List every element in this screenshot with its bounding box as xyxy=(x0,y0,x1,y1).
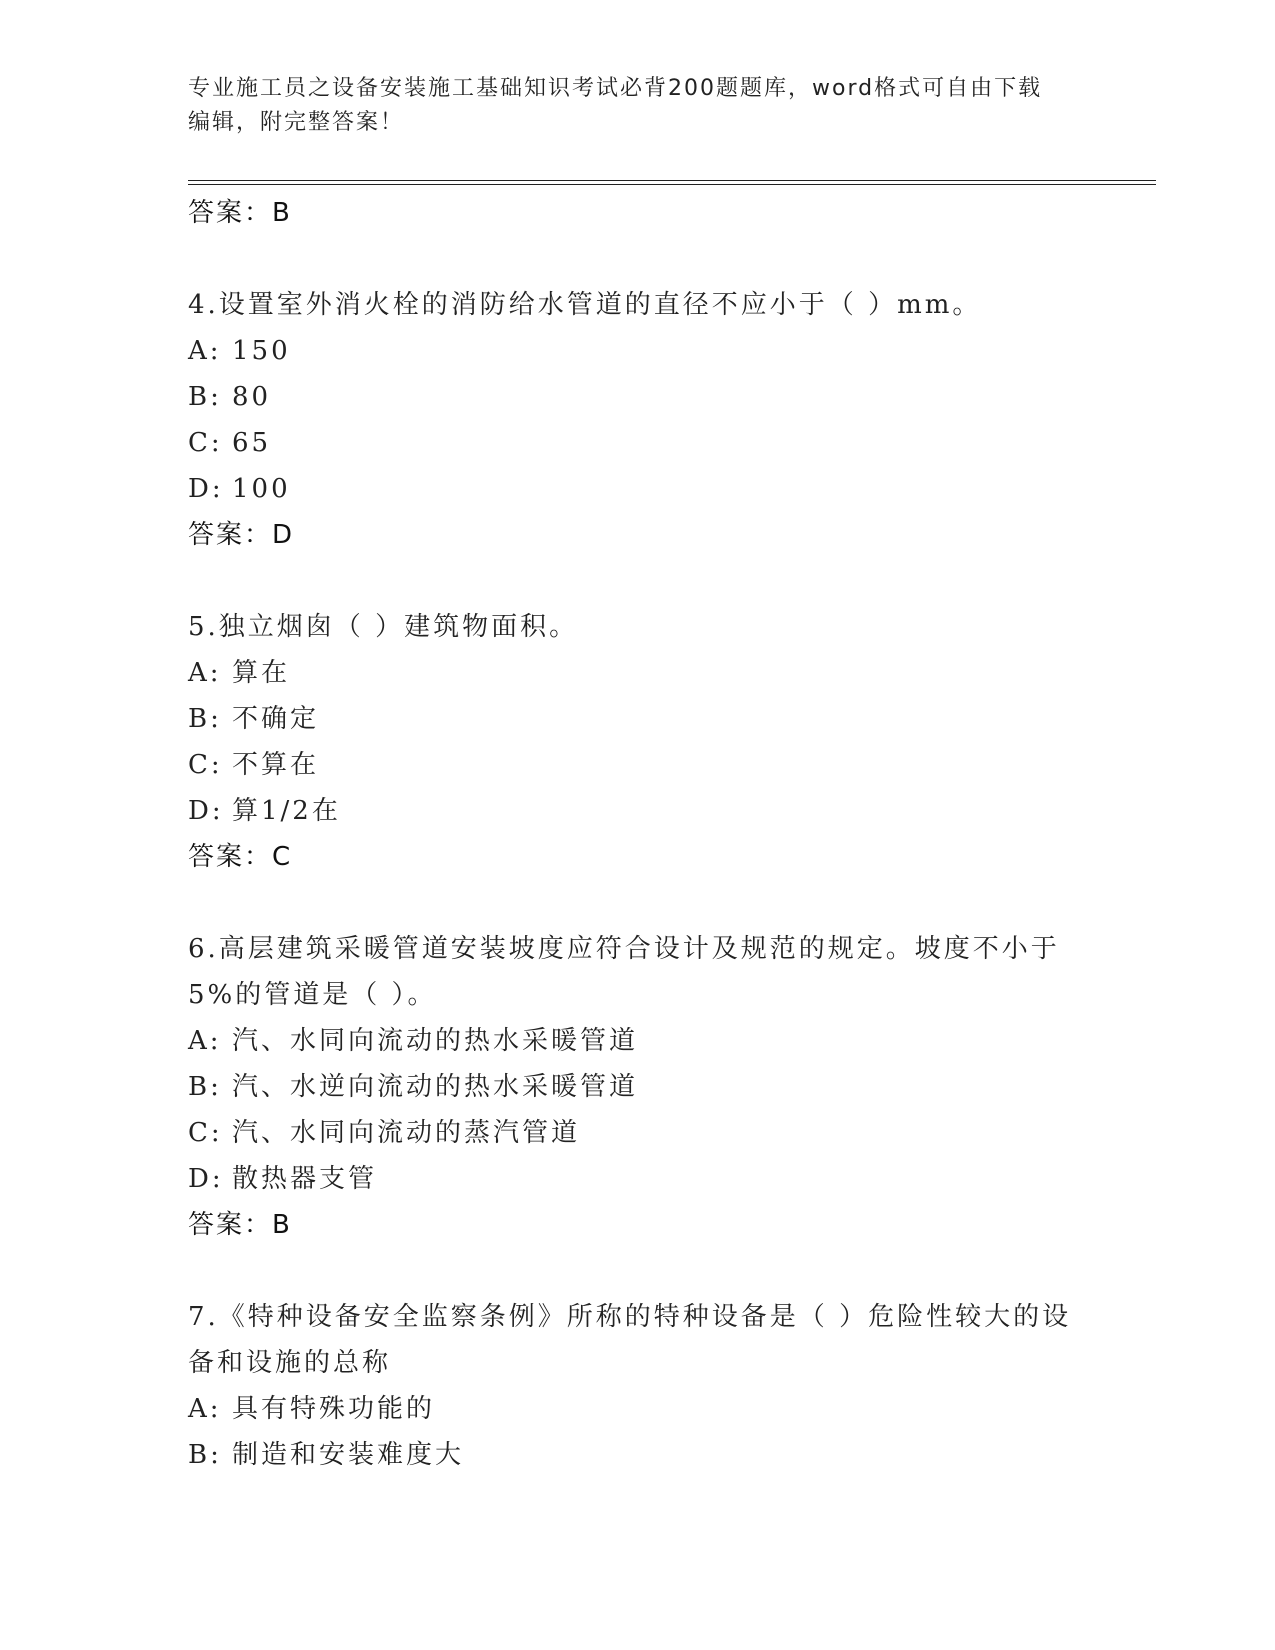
document-header xyxy=(188,72,1088,140)
option-b: B: 汽、水逆向流动的热水采暖管道 xyxy=(188,1072,639,1102)
question-text: 5.独立烟囱（ ）建筑物面积。 xyxy=(188,612,579,642)
question-block xyxy=(188,604,1088,880)
option-a: A: 算在 xyxy=(188,658,291,688)
previous-answer: 答案：B xyxy=(188,198,292,228)
option-a: A: 汽、水同向流动的热水采暖管道 xyxy=(188,1026,639,1056)
option-d: D: 散热器支管 xyxy=(188,1164,378,1194)
spacer xyxy=(188,1248,1088,1294)
spacer xyxy=(188,558,1088,604)
option-b: B: 制造和安装难度大 xyxy=(188,1440,465,1470)
option-b: B: 不确定 xyxy=(188,704,320,734)
option-c: C: 不算在 xyxy=(188,750,320,780)
answer: 答案：C xyxy=(188,842,293,872)
question-block xyxy=(188,926,1088,1248)
question-block xyxy=(188,1294,1088,1478)
option-d: D: 100 xyxy=(188,474,291,504)
document-body xyxy=(188,190,1088,1478)
header-title-line1: 专业施工员之设备安装施工基础知识考试必背200题题库，word格式可自由下载 xyxy=(188,76,1043,101)
option-d: D: 算1/2在 xyxy=(188,796,341,826)
question-text: 4.设置室外消火栓的消防给水管道的直径不应小于（ ）mm。 xyxy=(188,290,982,320)
option-b: B: 80 xyxy=(188,382,272,412)
question-block xyxy=(188,282,1088,558)
answer: 答案：D xyxy=(188,520,295,550)
question-text: 6.高层建筑采暖管道安装坡度应符合设计及规范的规定。坡度不小于 xyxy=(188,934,1060,964)
header-divider xyxy=(188,180,1156,181)
option-a: A: 具有特殊功能的 xyxy=(188,1394,436,1424)
question-text-continued: 备和设施的总称 xyxy=(188,1348,392,1378)
spacer xyxy=(188,880,1088,926)
header-title-line2: 编辑，附完整答案！ xyxy=(188,110,405,135)
option-a: A: 150 xyxy=(188,336,291,366)
spacer xyxy=(188,236,1088,282)
question-text: 7.《特种设备安全监察条例》所称的特种设备是（ ）危险性较大的设 xyxy=(188,1302,1072,1332)
answer: 答案：B xyxy=(188,1210,292,1240)
question-text-continued: 5%的管道是（ ）。 xyxy=(188,980,437,1010)
option-c: C: 汽、水同向流动的蒸汽管道 xyxy=(188,1118,581,1148)
option-c: C: 65 xyxy=(188,428,272,458)
